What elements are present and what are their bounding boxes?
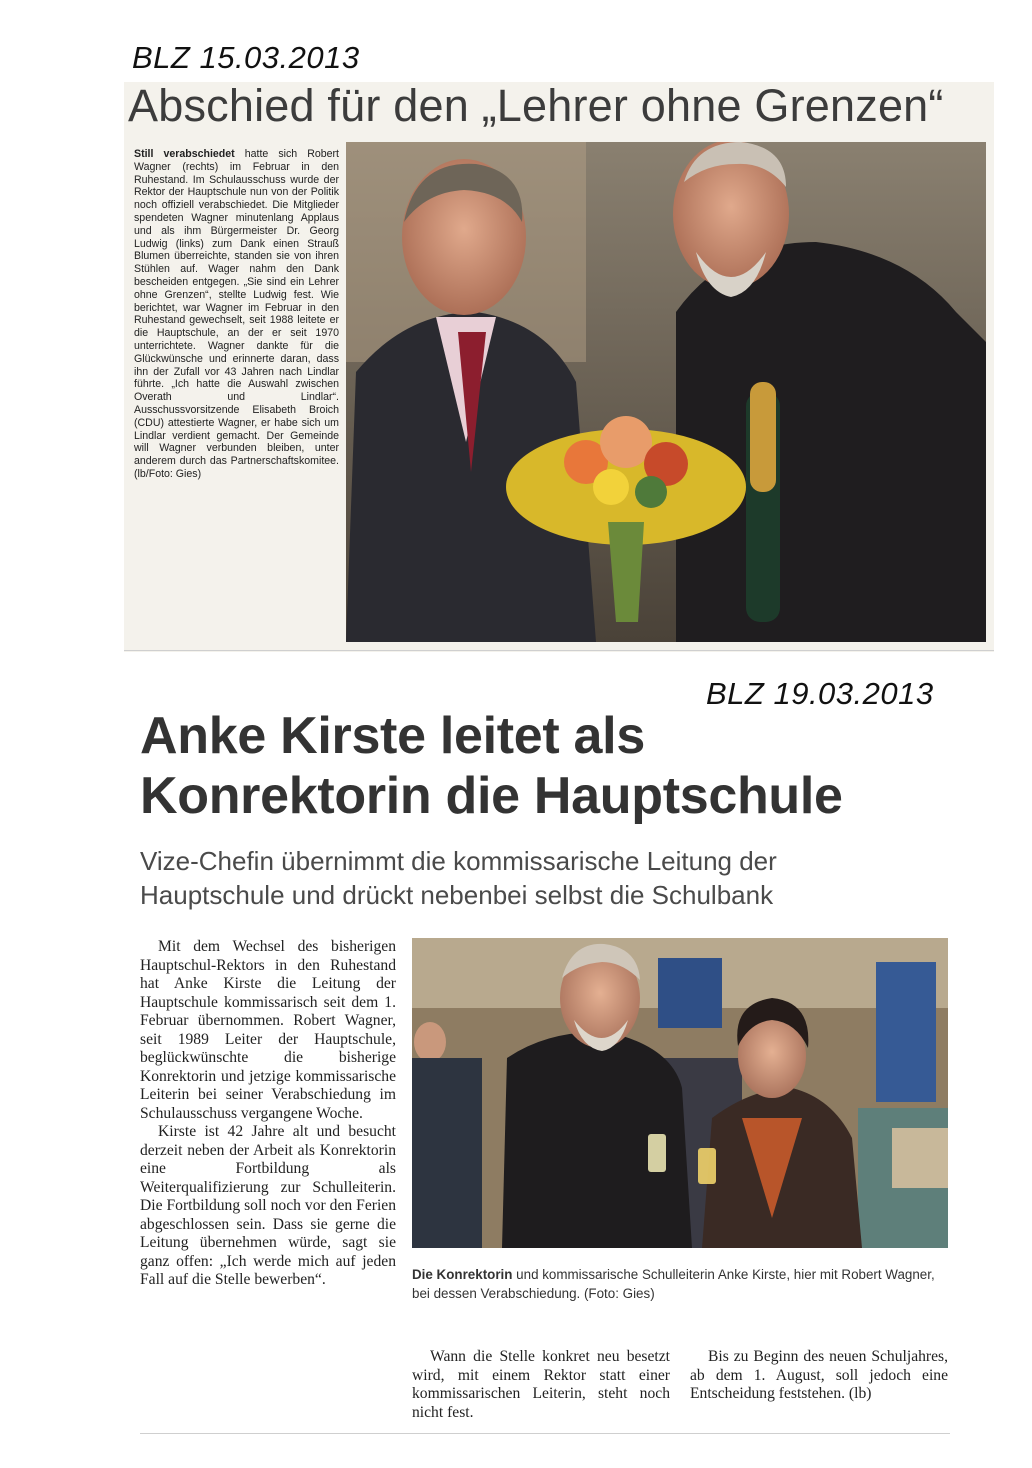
clip2-paragraph: Mit dem Wechsel des bisherigen Hauptschul-Rektors in den Ruhestand hat Anke Kirste die Leitung der Hauptschule kommissarisch seit dem 1. Februar übernommen. Robert Wagner, seit 1989 Leiter der Hauptschule, beglückwünschte die bisherige Konrektorin und jetzige kommissarische Leiterin bei seiner Verabschiedung im Schulausschuss vergangene Woche. (140, 938, 396, 1122)
bg-person-body (412, 1058, 482, 1248)
window (876, 962, 936, 1102)
clip2-column-3 (690, 1348, 948, 1404)
clip2-paragraph: Wann die Stelle konkret neu besetzt wird, mit einem Rektor statt einer kommissarischen Leiterin, steht noch nicht fest. (412, 1348, 670, 1421)
bg-person-head (414, 1022, 446, 1062)
bottle-foil (750, 382, 776, 492)
wagner-jacket (676, 242, 986, 642)
glass (648, 1134, 666, 1172)
clip2-column-2 (412, 1348, 670, 1422)
clip2-headline-line2: Konrektorin die Hauptschule (140, 767, 843, 825)
glass (698, 1148, 716, 1184)
clip2-caption-text: und kommissarische Schulleiterin Anke Kirste, hier mit Robert Wagner, bei dessen Verabschiedung. (Foto: Gies) (412, 1267, 935, 1301)
clip2-column-1 (140, 938, 396, 1290)
clip2-headline (140, 706, 843, 826)
clip2-subhead-line1: Vize-Chefin übernimmt die kommissarische Leitung der (140, 846, 777, 876)
clip2-paragraph: Bis zu Beginn des neuen Schuljahres, ab dem 1. August, soll jedoch eine Entscheidung feststehen. (lb) (690, 1348, 948, 1402)
flower-leaves (635, 476, 667, 508)
bottom-rule (140, 1433, 950, 1434)
clip2-paragraph: Kirste ist 42 Jahre alt und besucht derzeit neben der Arbeit als Konrektorin eine Fortbildung als Weiterqualifizierung zur Schulleiterin. Die Fortbildung soll noch vor den Ferien abgeschlossen sein. Dass sie gerne die Leitung übernehmen würde, sagt sie ganz offen: „Ich werde mich auf jeden Fall auf die Stelle bewerben“. (140, 1123, 396, 1288)
clip2-subhead-line2: Hauptschule und drückt nebenbei selbst die Schulbank (140, 880, 774, 910)
window (658, 958, 722, 1028)
flower (600, 416, 652, 468)
clip2-photo (412, 938, 948, 1248)
clip1-photo (346, 142, 986, 642)
table (892, 1128, 948, 1188)
flower (593, 469, 629, 505)
clip2-subheadline (140, 844, 777, 912)
clip1-caption-text: hatte sich Robert Wagner (rechts) im Februar in den Ruhestand. Im Schulausschuss wurde der Rektor der Hauptschule nun von der Politik noch offiziell verabschiedet. Die Mitglieder spendeten Wagner minutenlang Applaus und als ihm Bürgermeister Dr. Georg Ludwig (links) zum Dank einen Strauß Blumen überreichte, standen sie von ihren Stühlen auf. Wager nahm den Dank bescheiden entgegen. „Sie sind ein Lehrer ohne Grenzen“, stellte Ludwig fest. Wie berichtet, war Wagner im Februar in den Ruhestand gewechselt, seit 1988 leitete er die Hauptschule, an der er seit 1970 unterrichtete. Wagner dankte für die Glückwünsche und erinnerte daran, dass ihn der Zufall vor 43 Jahren nach Lindlar führte. „Ich hatte die Auswahl zwischen Overath und Lindlar“. Ausschussvorsitzende Elisabeth Broich (CDU) attestierte Wagner, er habe sich um Lindlar verdient gemacht. Der Gemeinde will Wagner verbunden bleiben, unter anderem durch das Partnerschaftskomitee. (lb/Foto: Gies) (134, 148, 339, 480)
clip1-caption-lead: Still verabschiedet (134, 148, 235, 160)
clip1-source-label: BLZ 15.03.2013 (132, 40, 360, 75)
clip2-caption (412, 1265, 952, 1303)
clip1-caption (134, 148, 339, 481)
clip1-headline: Abschied für den „Lehrer ohne Grenzen“ (128, 80, 944, 131)
clip2-headline-line1: Anke Kirste leitet als (140, 707, 645, 765)
clip2-caption-lead: Die Konrektorin (412, 1267, 513, 1282)
clip2-source-label: BLZ 19.03.2013 (706, 676, 934, 711)
divider (124, 650, 994, 651)
